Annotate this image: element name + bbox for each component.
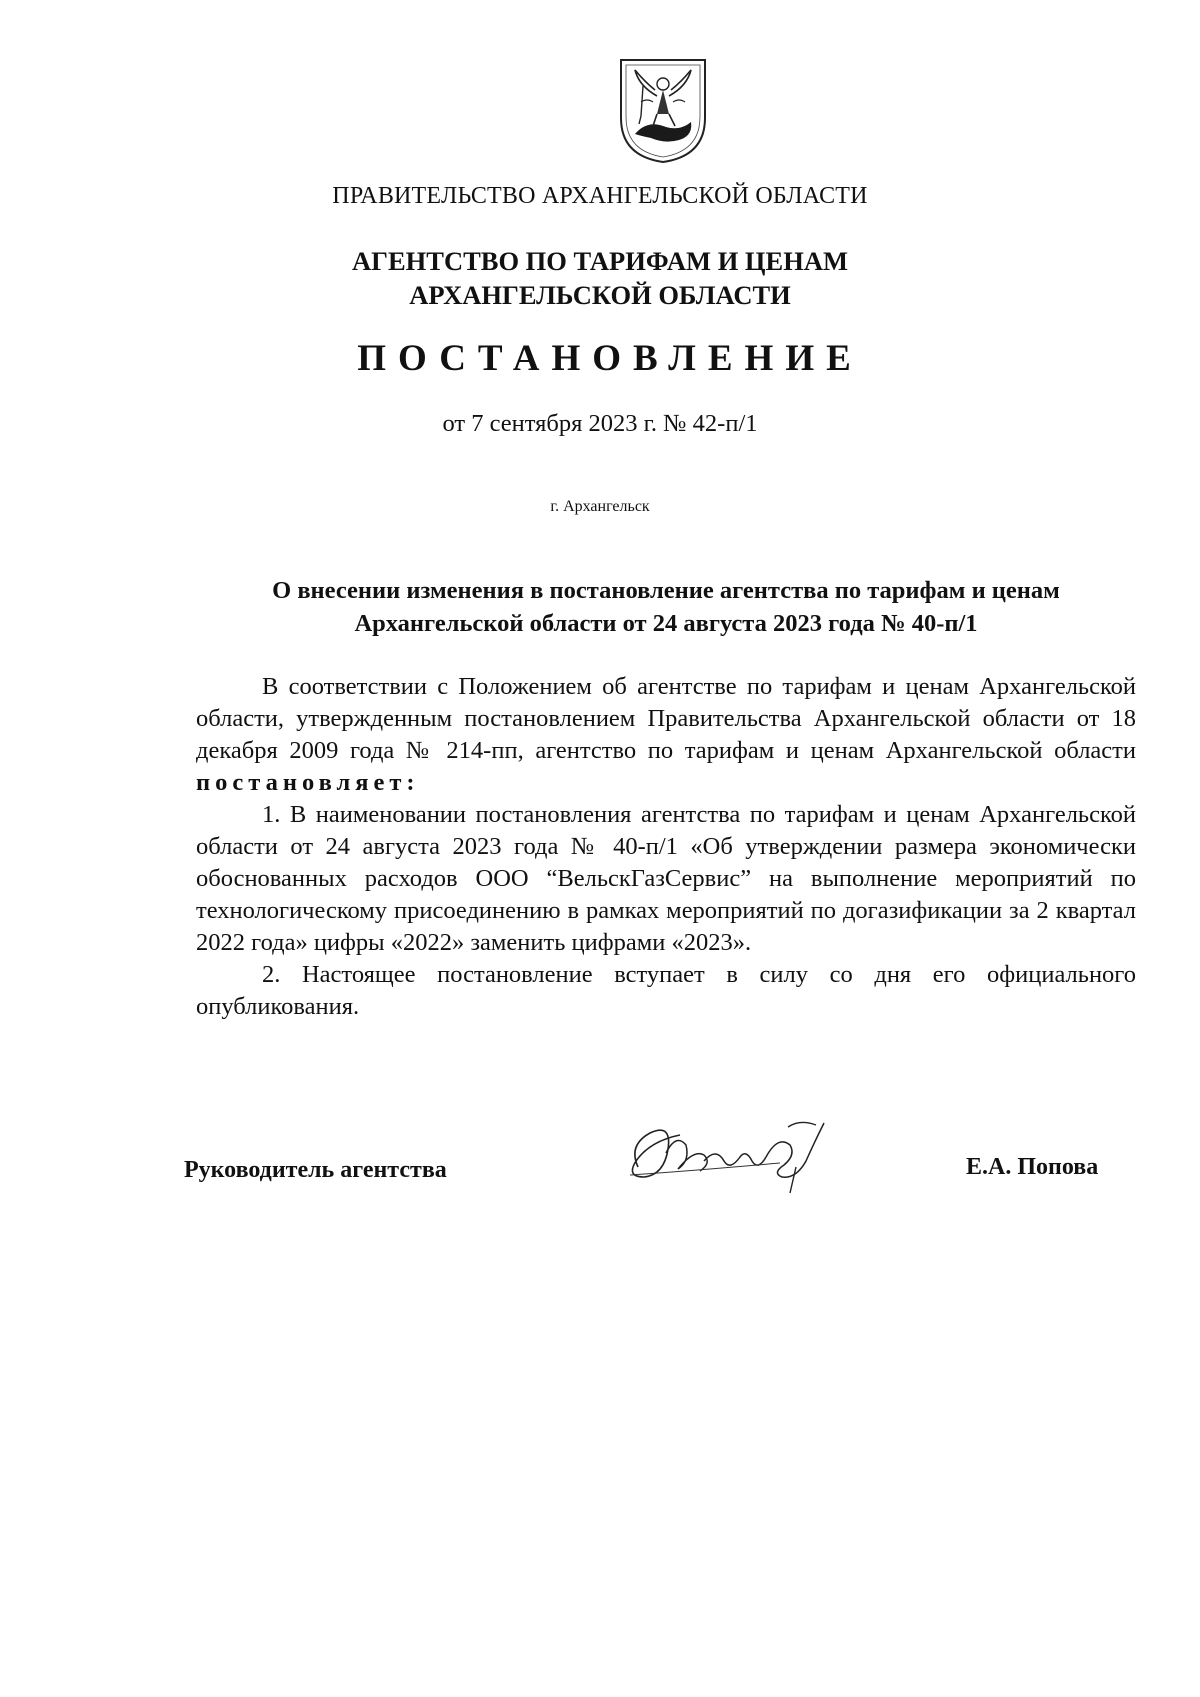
coat-of-arms-icon <box>617 56 709 166</box>
preamble-text: В соответствии с Положением об агентстве по тарифам и ценам Архангельской области, утвержденным постановлением Правительства Архангельской области от 18 декабря 2009 года № 214-пп, агентство по тарифам и ценам Архангельской области <box>196 673 1136 764</box>
government-title: ПРАВИТЕЛЬСТВО АРХАНГЕЛЬСКОЙ ОБЛАСТИ <box>332 183 868 209</box>
decrees-keyword: постановляет: <box>196 769 420 796</box>
document-city: г. Архангельск <box>550 498 650 515</box>
document-date-number: от 7 сентября 2023 г. № 42-п/1 <box>442 410 758 437</box>
document-type: ПОСТАНОВЛЕНИЕ <box>357 338 863 379</box>
item-1-paragraph: 1. В наименовании постановления агентства по тарифам и ценам Архангельской области от 24 августа 2023 года № 40-п/1 «Об утверждении размера экономически обоснованных расходов ООО “ВельскГазСервис” на выполнение мероприятий по технологическому присоединению в рамках мероприятий по догазификации за 2 квартал 2022 года» цифры «2022» заменить цифрами «2023». <box>196 801 1136 956</box>
item-2-paragraph: 2. Настоящее постановление вступает в силу со дня его официального опубликования. <box>196 961 1136 1020</box>
signatory-name: Е.А. Попова <box>966 1154 1099 1180</box>
subject-line2: Архангельской области от 24 августа 2023 года № 40-п/1 <box>354 610 978 637</box>
document-subject <box>196 574 1136 640</box>
preamble-paragraph <box>196 671 1136 799</box>
handwritten-signature <box>620 1105 840 1200</box>
agency-title-line1: АГЕНТСТВО ПО ТАРИФАМ И ЦЕНАМ <box>352 246 848 276</box>
agency-title-line2: АРХАНГЕЛЬСКОЙ ОБЛАСТИ <box>409 280 791 310</box>
signatory-role: Руководитель агентства <box>184 1157 447 1183</box>
subject-line1: О внесении изменения в постановление агентства по тарифам и ценам <box>272 577 1060 604</box>
agency-title <box>0 244 1200 312</box>
document-body <box>196 671 1136 1023</box>
